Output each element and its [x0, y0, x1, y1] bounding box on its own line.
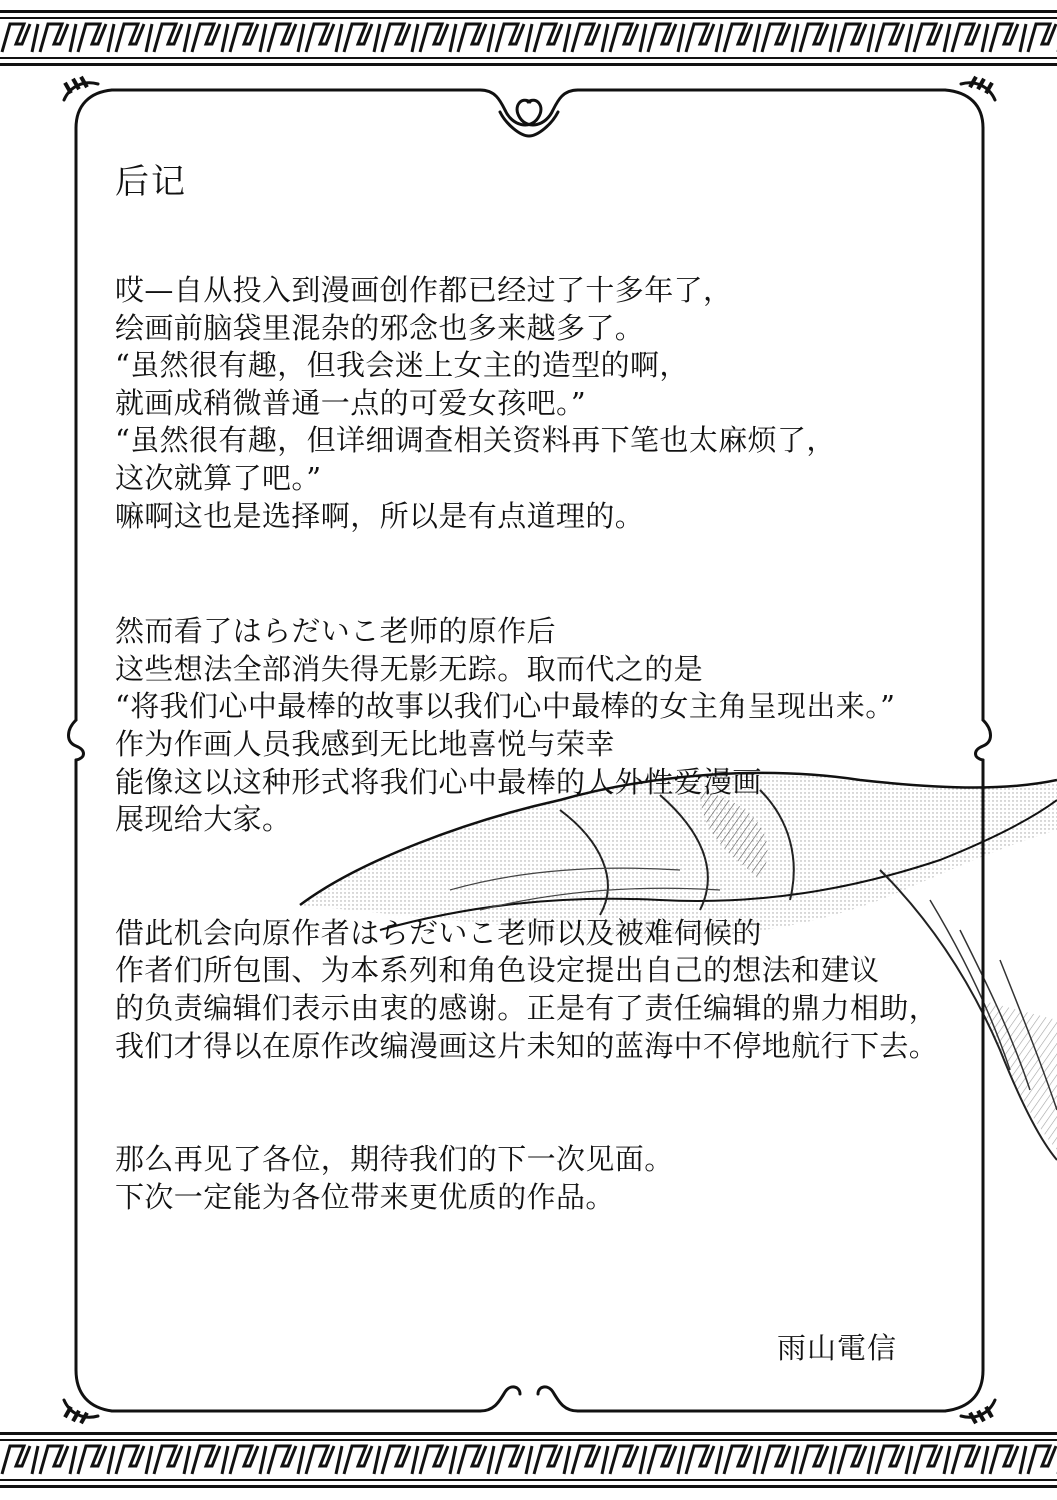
paragraph-1 — [115, 272, 1035, 535]
text-line: 作为作画人员我感到无比地喜悦与荣幸 — [115, 726, 615, 761]
text-line: 能像这以这种形式将我们心中最棒的人外性爱漫画 — [115, 764, 762, 799]
text-line: 这些想法全部消失得无影无踪。取而代之的是 — [115, 651, 704, 686]
text-line: 借此机会向原作者はらだいこ老师以及被难伺候的 — [115, 915, 762, 950]
text-line: “将我们心中最棒的故事以我们心中最棒的女主角呈现出来。” — [115, 689, 896, 724]
text-line: 的负责编辑们表示由衷的感谢。正是有了责任编辑的鼎力相助， — [115, 990, 939, 1025]
text-line: 就画成稍微普通一点的可爱女孩吧。” — [115, 385, 587, 420]
text-line: 那么再见了各位，期待我们的下一次见面。 — [115, 1142, 674, 1177]
text-line: 嘛啊这也是选择啊，所以是有点道理的。 — [115, 498, 645, 533]
text-line: 展现给大家。 — [115, 802, 292, 837]
afterword-title: 后记 — [115, 162, 187, 202]
text-line: 哎—自从投入到漫画创作都已经过了十多年了， — [115, 273, 733, 307]
text-line: 然而看了はらだいこ老师的原作后 — [115, 614, 557, 649]
text-line: 绘画前脑袋里混杂的邪念也多来越多了。 — [115, 310, 645, 345]
text-line: “虽然很有趣，但详细调查相关资料再下笔也太麻烦了， — [115, 423, 836, 458]
author-signature: 雨山電信 — [777, 1331, 898, 1365]
text-line: 这次就算了吧。” — [115, 460, 322, 495]
afterword-body — [115, 272, 1035, 1216]
paragraph-3 — [115, 915, 1035, 1065]
text-line: “虽然很有趣，但我会迷上女主的造型的啊， — [115, 348, 689, 383]
text-line: 我们才得以在原作改编漫画这片未知的蓝海中不停地航行下去。 — [115, 1028, 939, 1063]
text-line: 下次一定能为各位带来更优质的作品。 — [115, 1179, 615, 1214]
text-line: 作者们所包围、为本系列和角色设定提出自己的想法和建议 — [115, 953, 880, 988]
paragraph-4 — [115, 1141, 1035, 1216]
paragraph-2 — [115, 613, 1035, 839]
